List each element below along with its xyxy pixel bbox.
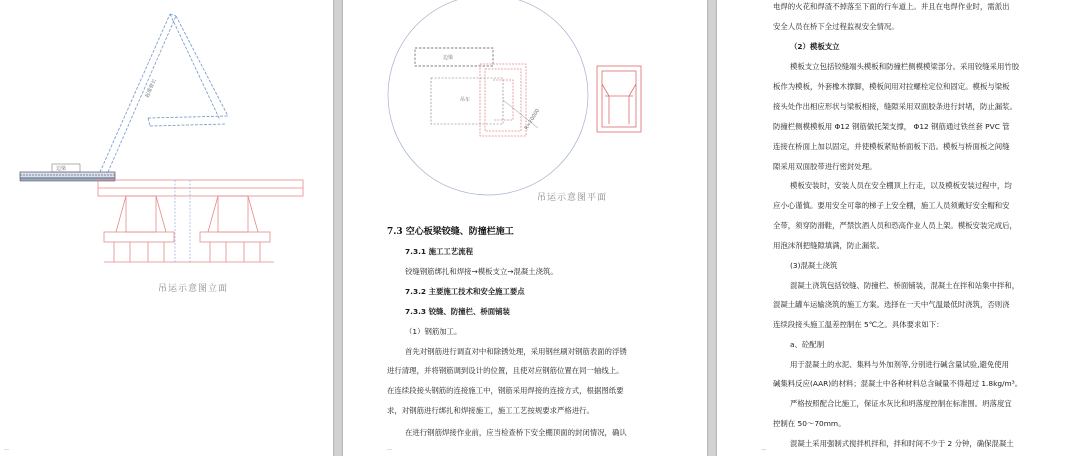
section-heading: 7.3 空心板梁铰缝、防撞栏施工 — [387, 227, 514, 237]
text-line: 首先对钢筋进行调直对中和除锈处理，采用钢丝刷对钢筋表面的浮锈 — [405, 347, 627, 356]
text-line: 防撞栏侧模模板用 Φ12 钢筋做托架支撑， Φ12 钢筋通过铁丝套 PVC 管 — [773, 122, 1010, 131]
subsection-heading: 7.3.3 铰缝、防撞栏、桥面铺装 — [405, 307, 510, 316]
text-line: 连续段接头施工温差控制在 5℃之。具体要求如下： — [773, 320, 944, 329]
text-line: 板作为模板，外套橡木撑脚，模板间用对拉螺栓定位和固定。模板与梁板 — [773, 82, 1010, 91]
text-line: 进行清理，并将钢筋调到设计的位置，且使对应钢筋位置在同一轴线上。 — [387, 366, 624, 375]
document-page-1 — [0, 0, 333, 456]
document-page-2 — [343, 0, 707, 456]
subsection-heading: （2）模板支立 — [790, 42, 840, 51]
text-line: 铰缝钢筋绑扎和焊接→模板支立→混凝土浇筑。 — [405, 267, 558, 276]
plan-beam-label: 边梁 — [443, 55, 454, 61]
text-line: 求，对钢筋进行绑扎和焊接施工，施工工艺按规要求严格进行。 — [387, 406, 594, 415]
lifted-beam — [20, 164, 115, 181]
text-line: 安全人员在桥下全过程监视安全情况。 — [773, 22, 899, 31]
plan-crane-label: 吊车 — [460, 97, 471, 103]
text-line: 在进行钢筋焊接作业前，应当检查桥下安全棚顶面的封闭情况，确认 — [405, 428, 627, 437]
subsection-heading: 7.3.1 施工工艺流程 — [405, 247, 473, 256]
text-line: 用泡沫剂把缝隙填满，防止漏浆。 — [773, 241, 884, 250]
text-line: 混凝土采用强制式搅拌机拌和，拌和时间不少于 2 分钟，确保混凝土 — [790, 439, 1014, 448]
subsection-heading: (3)混凝土浇筑 — [790, 261, 838, 270]
plan-diagram — [343, 0, 707, 215]
text-line: （1）钢筋加工。 — [405, 327, 462, 336]
text-line: 严格按照配合比施工，保证水灰比和坍落度控制在标准围。坍落度宜 — [790, 399, 1012, 408]
text-line: 连接在桥面上加以固定，并使模板紧贴桥面板下沿。模板与桥面板之间缝 — [773, 142, 1010, 151]
text-line: 接头处作出相应形状与梁板相接，缝隙采用双面胶条进行封堵，防止漏浆。 — [773, 102, 1017, 111]
subsection-heading: 7.3.2 主要施工技术和安全施工要点 — [405, 287, 525, 296]
page-footer-mark: ― — [761, 447, 766, 453]
text-line: 混凝土浇筑包括铰缝、防撞栏、桥面铺装，混凝土在拌和站集中拌和， — [790, 281, 1020, 290]
text-line: 混凝土罐车运输浇筑的施工方案。选择在一天中气温最低时浇筑，否则浇 — [773, 300, 1010, 309]
radius-label: R=20000 — [523, 107, 542, 132]
subsection-heading: a、砼配制 — [790, 340, 825, 349]
figure-caption: 吊运示意图平面 — [537, 193, 608, 203]
text-line: 全带，须穿防滑鞋，严禁饮酒人员和恐高作业人员上架。模板安装完成后， — [773, 221, 1017, 230]
figure-caption: 吊运示意图立面 — [158, 284, 229, 294]
document-page-3 — [717, 0, 1080, 456]
crane-arm-label: 起重臂长 — [144, 78, 158, 99]
text-line: 碱集料反应(AAR)的材料；混凝土中各种材料总含碱量不得超过 1.8kg/m³。 — [773, 379, 1023, 388]
beam-label: 边梁 — [56, 166, 67, 172]
text-line: 隙采用双面胶带进行密封处理。 — [773, 162, 877, 171]
text-line: 用于混凝土的水泥、集料与外加剂等,分别进行碱含量试验,避免使用 — [790, 360, 1010, 369]
text-line: 电焊的火花和焊渣不掉落至下面的行车道上。并且在电焊作业时，需派出 — [773, 2, 1010, 11]
text-line: 应小心谨慎。要用安全可靠的梯子上安全棚，施工人员须戴好安全帽和安 — [773, 201, 1010, 210]
elevation-diagram — [0, 0, 333, 300]
text-line: 在连续段接头钢筋的连接施工中，钢筋采用焊接的连接方式，根据图纸要 — [387, 386, 624, 395]
text-line: 模板安装时，安装人员在安全棚顶上行走，以及模板安装过程中，均 — [790, 181, 1012, 190]
text-line: 模板支立包括铰缝端头模板和防撞栏侧模模梁部分。采用铰缝采用竹胶 — [790, 62, 1020, 71]
page-footer-mark: ― — [387, 447, 392, 453]
page-footer-mark: ― — [4, 447, 9, 453]
text-line: 控制在 50～70mm。 — [773, 419, 846, 428]
